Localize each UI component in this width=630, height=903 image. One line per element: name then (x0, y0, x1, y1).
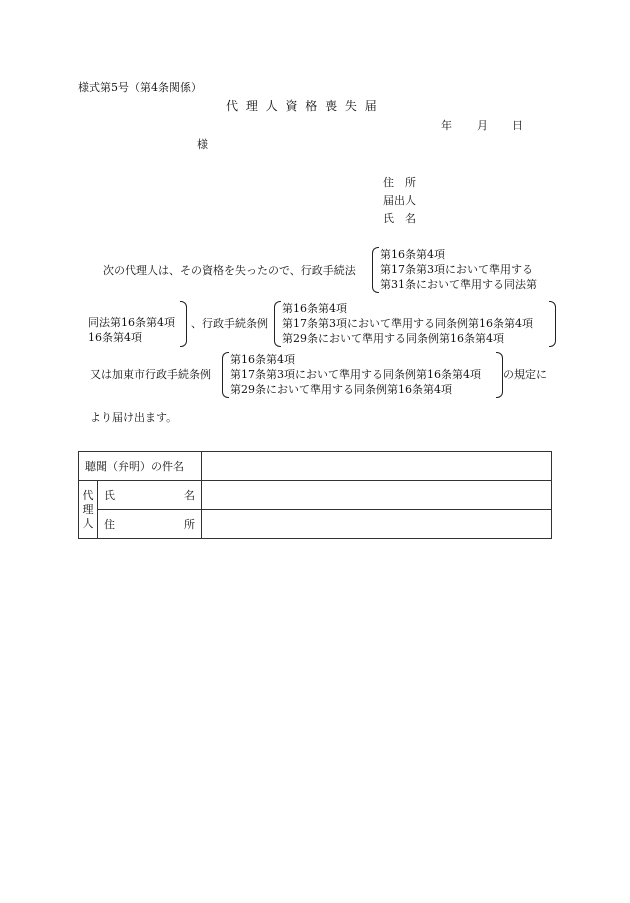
brace-right (496, 352, 503, 398)
brace-right (180, 301, 187, 347)
table-row (79, 481, 552, 510)
brace-city-ordinance-line: 第17条第3項において準用する同条例第16条第4項 (230, 368, 481, 381)
addressee-suffix: 様 (197, 138, 208, 151)
table-row (79, 452, 552, 481)
agent-address-label (104, 516, 195, 532)
brace-law-line: 第17条第3項において準用する (380, 263, 533, 276)
hearing-value-cell[interactable] (202, 452, 552, 481)
same-law-line: 16条第4項 (88, 331, 142, 344)
hearing-label-cell (79, 452, 202, 481)
brace-city-ordinance-line: 第16条第4項 (230, 353, 295, 366)
hearing-label: 聴聞（弁明）の件名 (85, 460, 184, 473)
body-line3-prefix: 又は加東市行政手続条例 (90, 368, 211, 381)
date-year-label: 年 (441, 119, 452, 132)
brace-group-ordinance (274, 301, 556, 347)
brace-city-ordinance-line: 第29条において準用する同条例第16条第4項 (230, 383, 452, 396)
table-row (79, 510, 552, 539)
brace-group-same-law (88, 301, 188, 347)
body-line3-suffix: の規定に (503, 368, 547, 381)
brace-law-line: 第16条第4項 (380, 248, 445, 261)
label-char: 氏 (104, 489, 115, 502)
brace-ordinance-line: 第29条において準用する同条例第16条第4項 (282, 332, 504, 345)
date-day-label: 日 (512, 119, 523, 132)
agent-label-cell (79, 481, 98, 539)
brace-left (222, 352, 229, 398)
submitter-address-label: 住 所 (383, 176, 416, 189)
agent-name-label (104, 487, 195, 503)
body-line2-mid: 、行政手続条例 (191, 317, 268, 330)
brace-group-law (372, 247, 557, 293)
date-month-label: 月 (477, 119, 488, 132)
brace-group-city-ordinance (222, 352, 504, 398)
brace-ordinance-line: 第17条第3項において準用する同条例第16条第4項 (282, 317, 533, 330)
label-char: 名 (184, 489, 195, 502)
agent-address-value-cell[interactable] (202, 510, 552, 539)
brace-ordinance-line: 第16条第4項 (282, 302, 347, 315)
label-char: 住 (104, 518, 115, 531)
agent-info-table (78, 451, 552, 539)
submitter-name-label: 氏 名 (383, 212, 416, 225)
label-char: 所 (184, 518, 195, 531)
agent-name-value-cell[interactable] (202, 481, 552, 510)
body-closing: より届け出ます。 (90, 411, 178, 424)
body-line1-prefix: 次の代理人は、その資格を失ったので、行政手続法 (103, 264, 356, 277)
same-law-line: 同法第16条第4項 (88, 316, 175, 329)
agent-label-char: 人 (82, 516, 94, 530)
submitter-label: 届出人 (383, 194, 416, 207)
form-number: 様式第5号（第4条関係） (78, 81, 202, 94)
agent-label-char: 代 (82, 488, 94, 502)
brace-right (549, 301, 556, 347)
document-title: 代 理 人 資 格 喪 失 届 (226, 99, 379, 113)
brace-law-line: 第31条において準用する同法第 (380, 278, 537, 291)
agent-label-char: 理 (82, 502, 94, 516)
agent-address-label-cell (98, 510, 202, 539)
agent-name-label-cell (98, 481, 202, 510)
brace-left (274, 301, 281, 347)
brace-left (372, 247, 379, 293)
